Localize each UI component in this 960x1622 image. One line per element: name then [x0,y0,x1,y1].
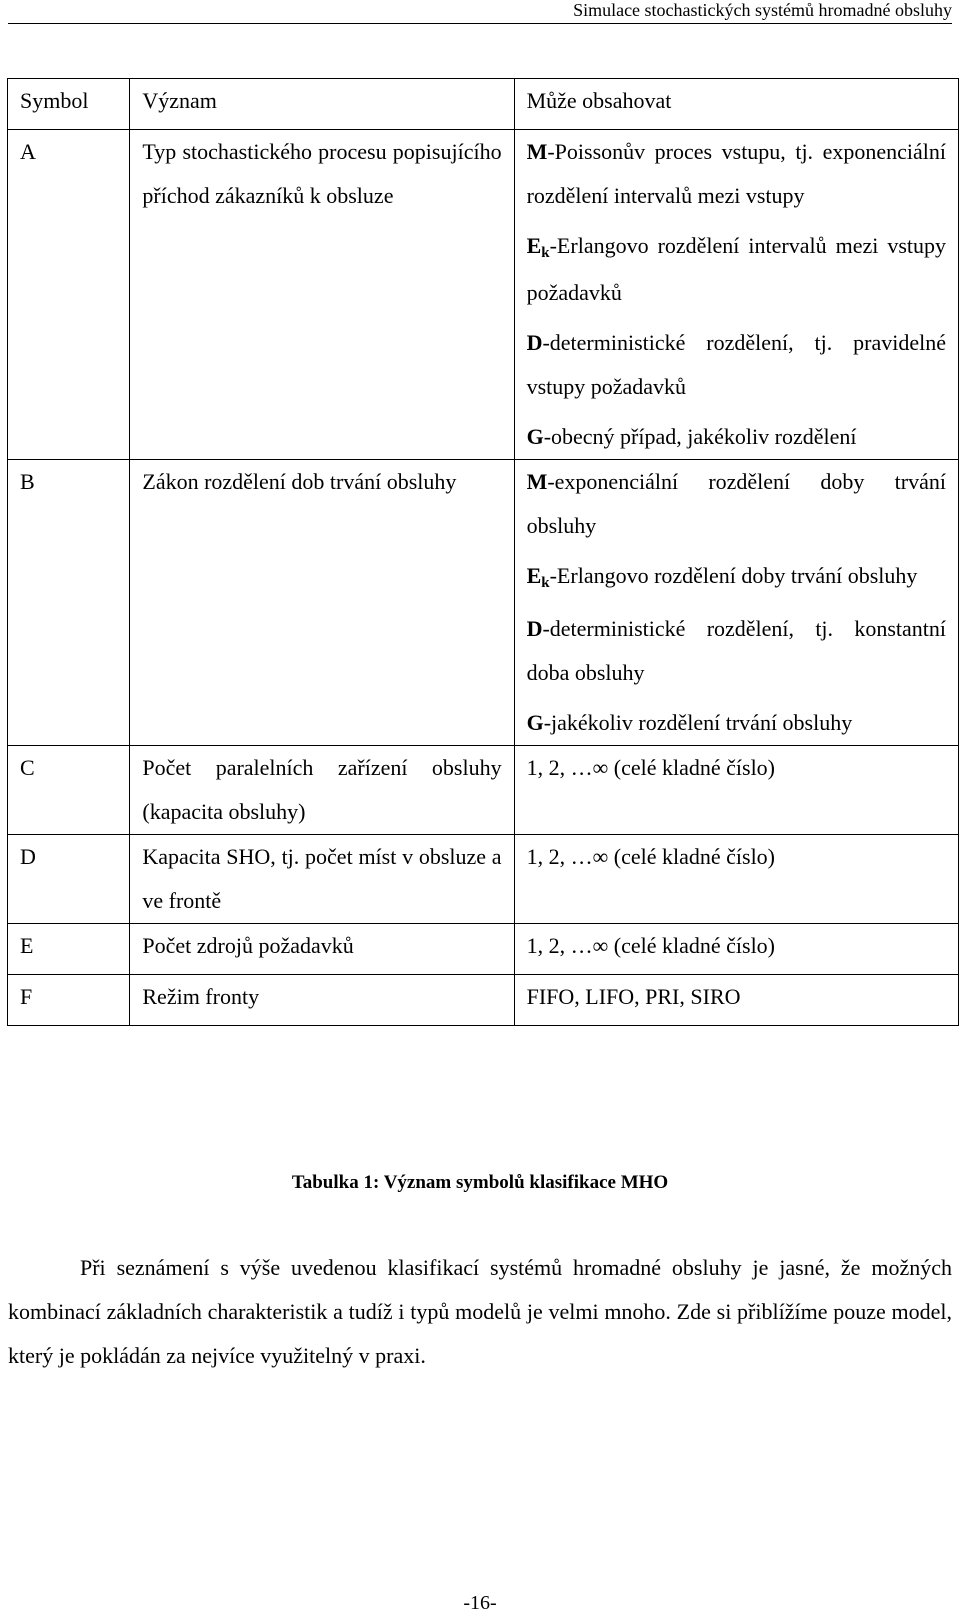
row-meaning: Počet paralelních zařízení obsluhy (kapacita obsluhy) [130,746,514,835]
list-item: D-deterministické rozdělení, tj. konstantní doba obsluhy [526,616,946,685]
table-row [8,924,959,975]
row-contains: FIFO, LIFO, PRI, SIRO [514,975,958,1026]
row-meaning: Kapacita SHO, tj. počet míst v obsluze a ve frontě [130,835,514,924]
table-row [8,835,959,924]
row-symbol: B [8,460,130,746]
table-caption: Tabulka 1: Význam symbolů klasifikace MHO [291,1172,669,1193]
table-row [8,746,959,835]
list-item: G-jakékoliv rozdělení trvání obsluhy [526,710,853,735]
row-symbol: D [8,835,130,924]
row-contains: 1, 2, …∞ (celé kladné číslo) [514,746,958,835]
table-row [8,975,959,1026]
body-paragraph: Při seznámení s výše uvedenou klasifikací systémů hromadné obsluhy je jasné, že možných kombinací základních charakteristik a tudíž i typů modelů je velmi mnoho. Zde si přiblížíme pouze model, který je pokládán za nejvíce využitelný v praxi. [8,1255,952,1368]
row-meaning: Režim fronty [130,975,514,1026]
row-contains: 1, 2, …∞ (celé kladné číslo) [514,924,958,975]
list-item: G-obecný případ, jakékoliv rozdělení [526,424,857,449]
row-symbol: F [8,975,130,1026]
row-symbol: C [8,746,130,835]
list-item: Ek-Erlangovo rozdělení intervalů mezi vstupy požadavků [526,233,946,305]
row-meaning: Počet zdrojů požadavků [130,924,514,975]
row-contains [514,130,958,460]
classification-table [7,78,959,1026]
list-item: D-deterministické rozdělení, tj. pravidelné vstupy požadavků [526,330,946,399]
column-header-contains: Může obsahovat [514,79,958,130]
row-meaning: Zákon rozdělení dob trvání obsluhy [130,460,514,746]
table-header-row [8,79,959,130]
list-item: M-exponenciální rozdělení doby trvání obsluhy [526,469,946,538]
table-row [8,460,959,746]
column-header-meaning: Význam [130,79,514,130]
row-meaning: Typ stochastického procesu popisujícího příchod zákazníků k obsluze [130,130,514,460]
list-item: M-Poissonův proces vstupu, tj. exponenciální rozdělení intervalů mezi vstupy [526,139,946,208]
list-item: Ek-Erlangovo rozdělení doby trvání obsluhy [526,563,918,591]
row-symbol: E [8,924,130,975]
page-number: -16- [463,1592,497,1614]
table-row [8,130,959,460]
running-header: Simulace stochastických systémů hromadné obsluhy [8,0,952,24]
row-symbol: A [8,130,130,460]
row-contains [514,460,958,746]
column-header-symbol: Symbol [8,79,130,130]
row-contains: 1, 2, …∞ (celé kladné číslo) [514,835,958,924]
